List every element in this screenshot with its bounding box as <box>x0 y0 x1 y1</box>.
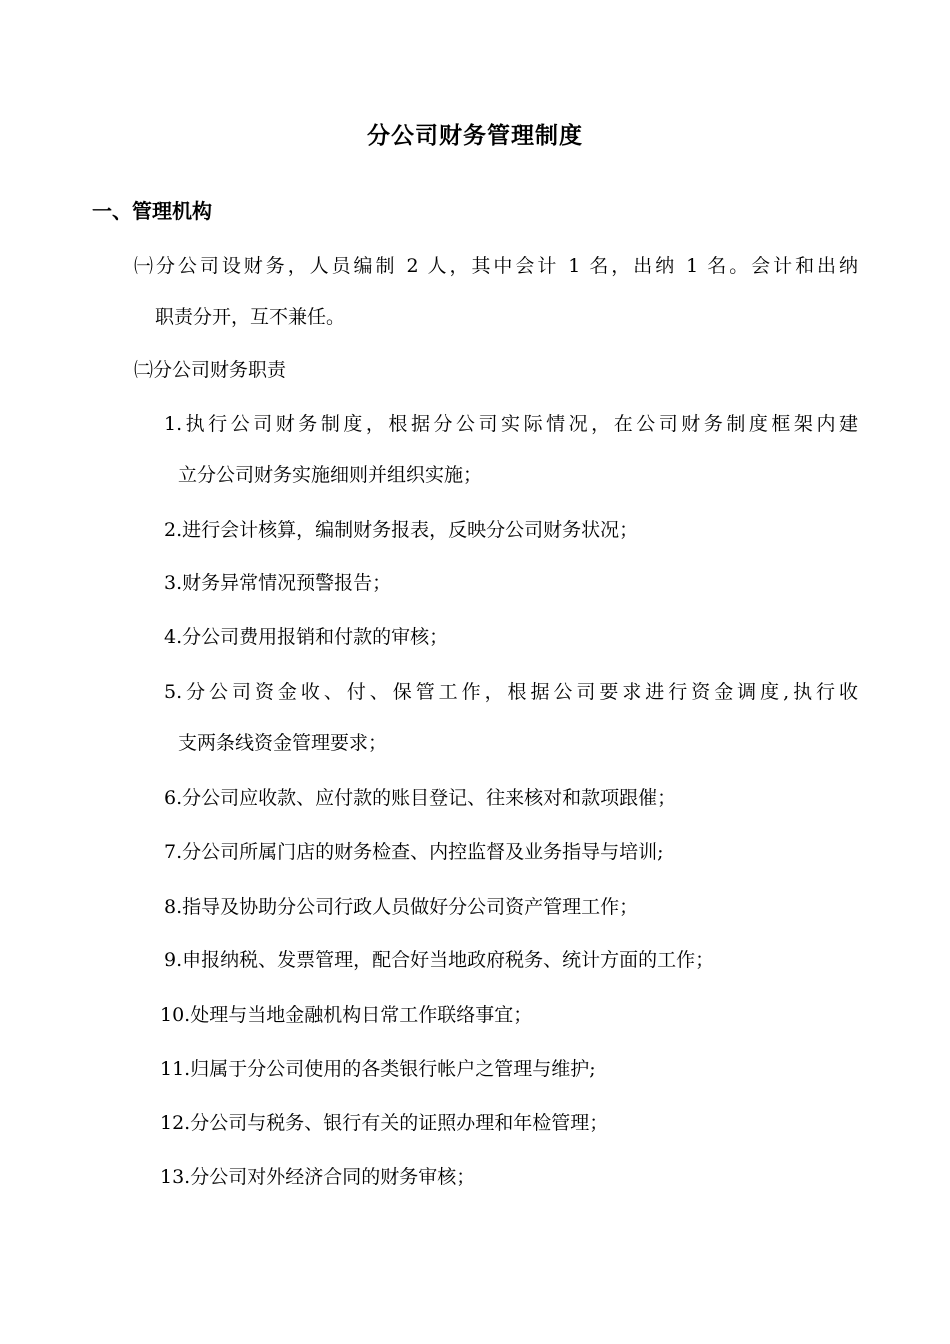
section-heading-management: 一、管理机构 <box>92 199 212 223</box>
paragraph-staffing-line-1: ㈠分公司设财务，人员编制 2 人，其中会计 1 名，出纳 1 名。会计和出纳 <box>134 255 858 277</box>
list-item-5-line-1: 5.分公司资金收、付、保管工作，根据公司要求进行资金调度,执行收 <box>164 681 858 703</box>
list-item-4: 4.分公司费用报销和付款的审核； <box>164 626 449 648</box>
document-title: 分公司财务管理制度 <box>367 123 583 149</box>
list-item-8: 8.指导及协助分公司行政人员做好分公司资产管理工作； <box>164 896 639 918</box>
list-item-10: 10.处理与当地金融机构日常工作联络事宜； <box>160 1004 533 1026</box>
list-item-11: 11.归属于分公司使用的各类银行帐户之管理与维护; <box>160 1058 596 1080</box>
list-item-12: 12.分公司与税务、银行有关的证照办理和年检管理； <box>160 1112 609 1134</box>
paragraph-staffing-line-2: 职责分开，互不兼任。 <box>155 306 346 328</box>
list-item-5-line-2: 支两条线资金管理要求； <box>178 732 388 754</box>
list-item-2: 2.进行会计核算，编制财务报表，反映分公司财务状况； <box>164 519 639 541</box>
list-item-13: 13.分公司对外经济合同的财务审核； <box>160 1166 476 1188</box>
list-item-3: 3.财务异常情况预警报告； <box>164 572 392 594</box>
list-item-1-line-1: 1.执行公司财务制度，根据分公司实际情况，在公司财务制度框架内建 <box>164 413 858 435</box>
list-item-7: 7.分公司所属门店的财务检查、内控监督及业务指导与培训; <box>164 841 664 863</box>
list-item-1-line-2: 立分公司财务实施细则并组织实施； <box>178 464 483 486</box>
list-item-6: 6.分公司应收款、应付款的账目登记、往来核对和款项跟催； <box>164 787 677 809</box>
subsection-heading-duties: ㈡分公司财务职责 <box>134 359 287 381</box>
list-item-9: 9.申报纳税、发票管理，配合好当地政府税务、统计方面的工作； <box>164 949 715 971</box>
